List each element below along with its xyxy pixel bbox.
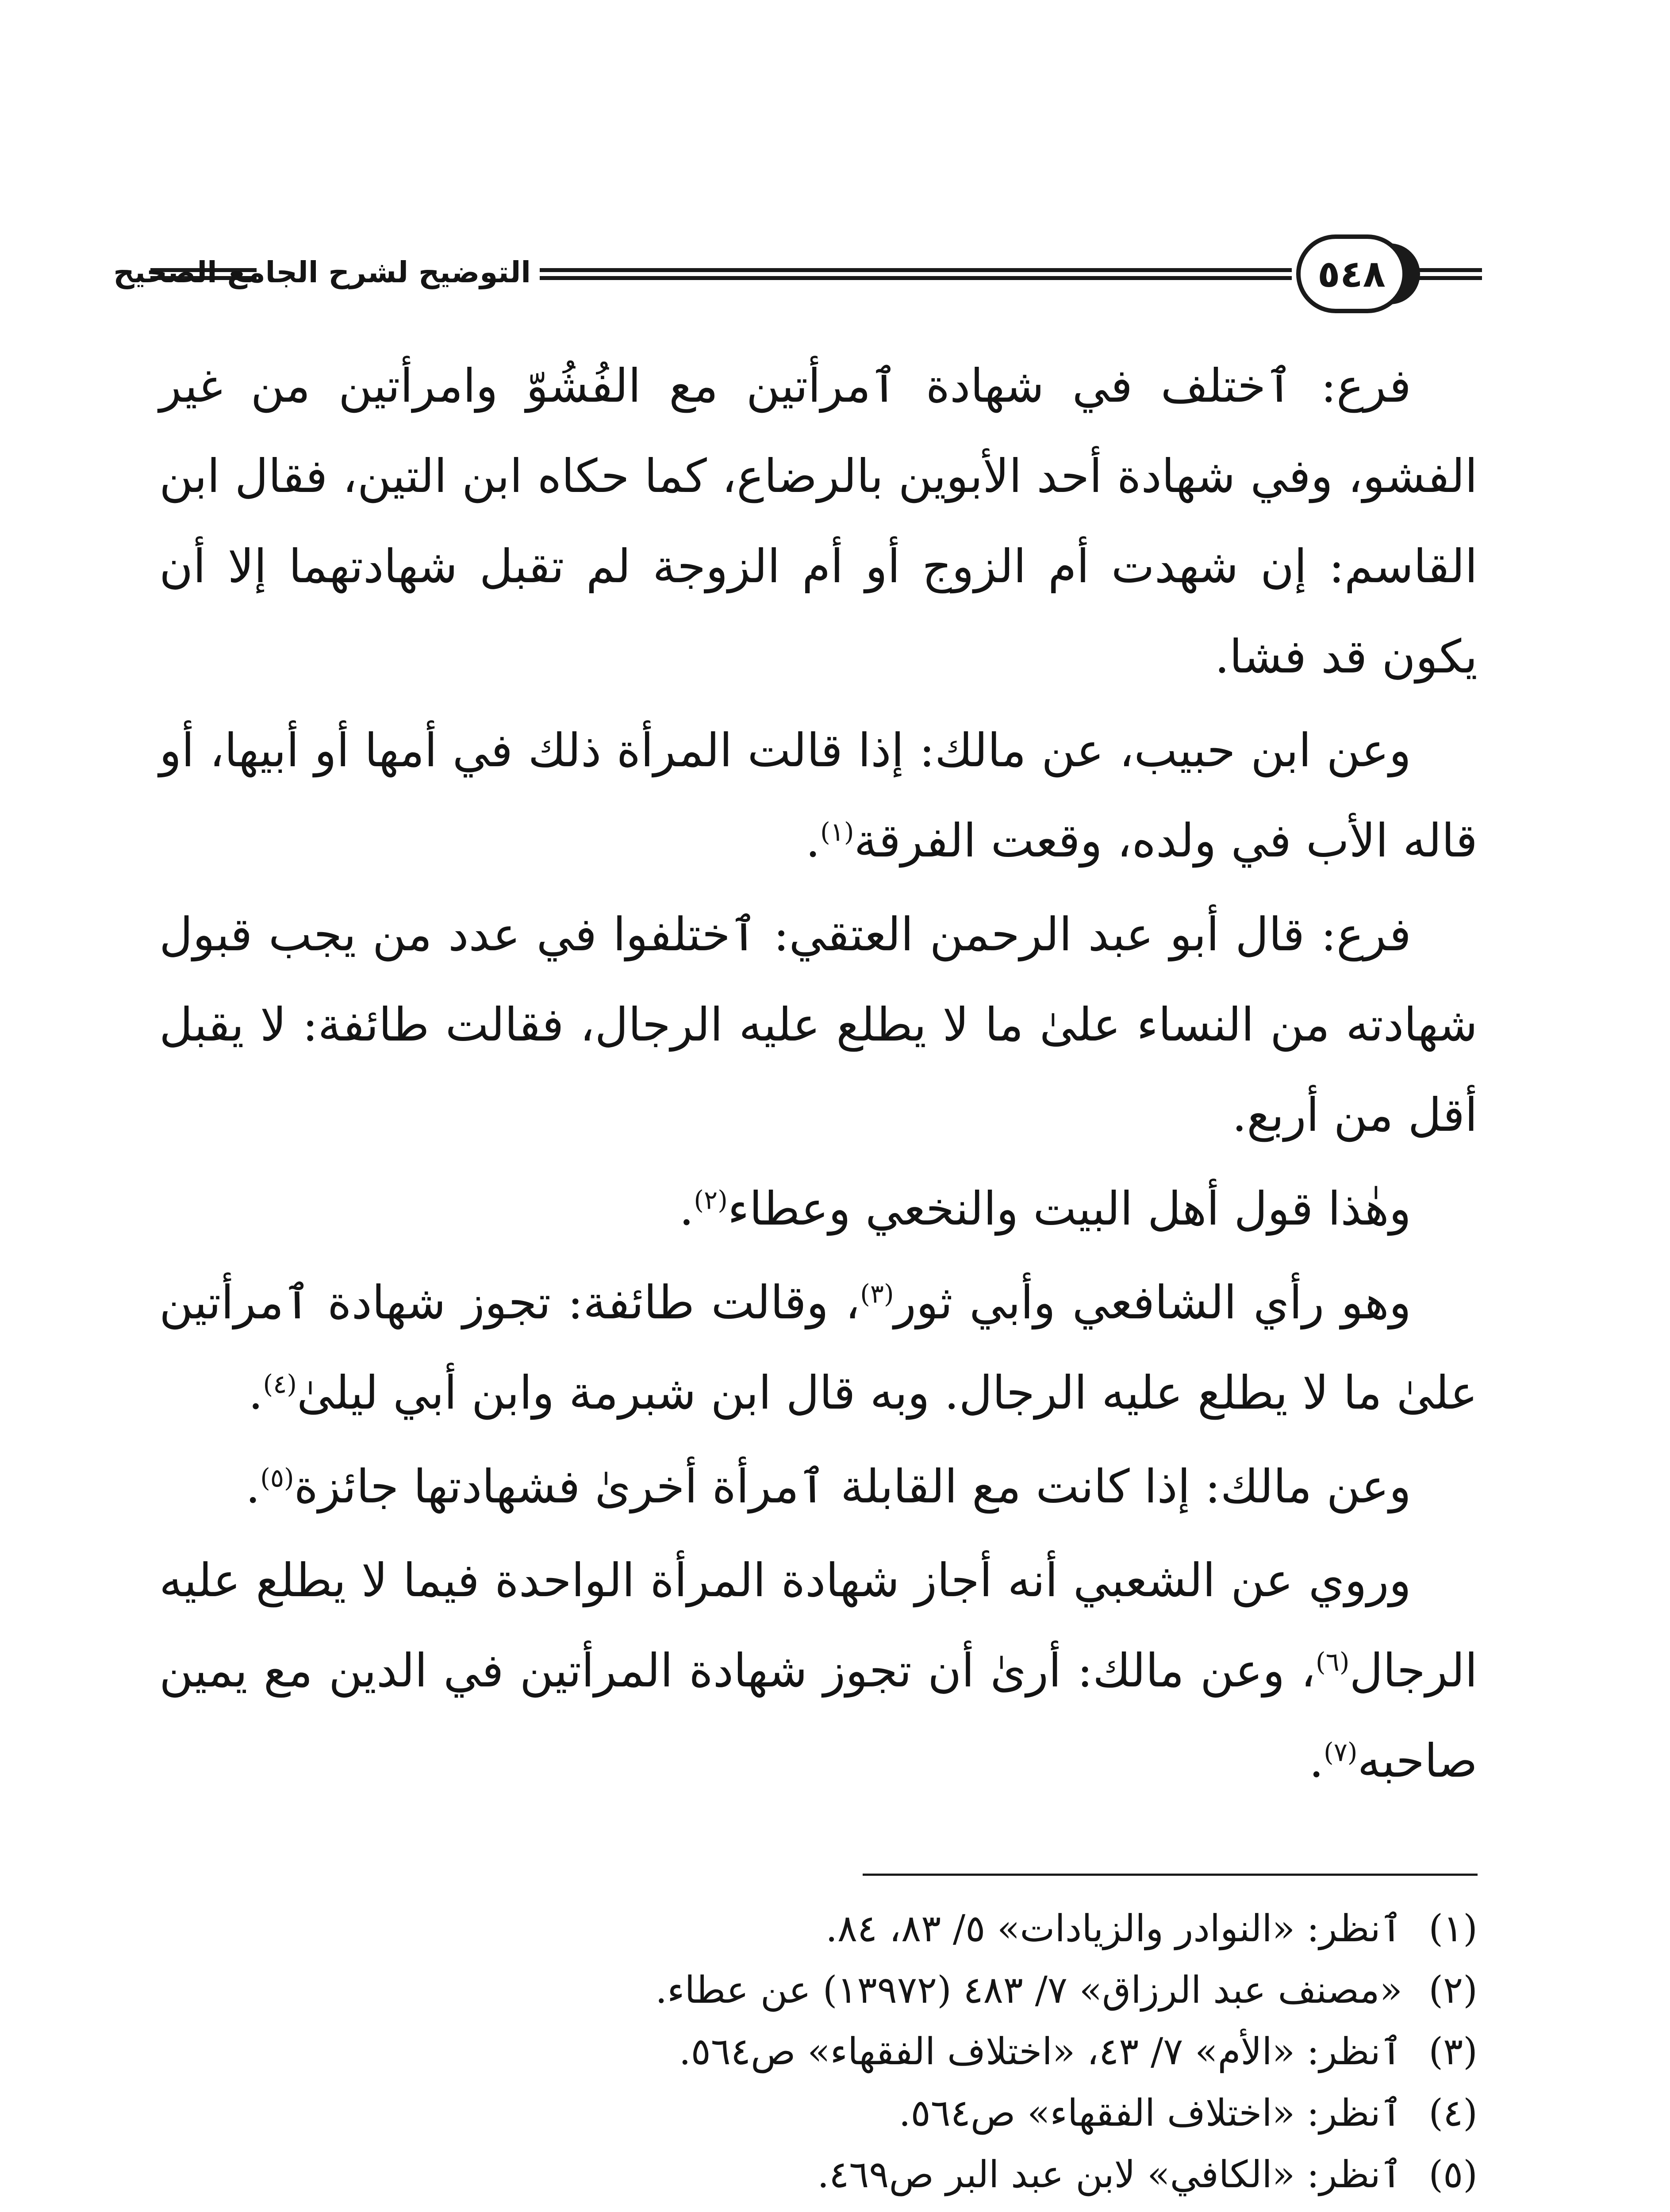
footnote-number (1402, 2205, 1478, 2212)
footnote-number: (٥) (1428, 2153, 1478, 2196)
paragraph-5 (159, 1257, 1478, 1438)
footnote-ref-1[interactable]: (١) (820, 817, 854, 847)
footnote-text (221, 2205, 1402, 2212)
paragraph-text: فرع: قال أبو عبد الرحمن العتقي: ٱختلفوا في عدد من يجب قبول شهادته من النساء علىٰ ما لا يطلع عليه الرجال، فقالت طائفة: لا يقبل أقل من أربع. (159, 907, 1478, 1142)
paragraph-tail: . (1309, 1734, 1324, 1788)
footnote-number: (٤) (1428, 2091, 1478, 2135)
paragraph-text: وهٰذا قول أهل البيت والنخعي وعطاء (727, 1182, 1411, 1236)
paragraph-tail: . (679, 1182, 694, 1236)
footnote-ref-2[interactable]: (٢) (694, 1185, 728, 1215)
footnote-5 (221, 2144, 1478, 2205)
paragraph-text: وعن مالك: إذا كانت مع القابلة ٱمرأة أخرىٰ فشهادتها جائزة (294, 1459, 1411, 1513)
paragraph-text: وهو رأي الشافعي وأبي ثور (894, 1275, 1411, 1329)
paragraph-tail: . (246, 1459, 261, 1513)
paragraph-3 (159, 889, 1478, 1160)
paragraph-1 (159, 341, 1478, 702)
paragraph-4 (159, 1164, 1478, 1254)
footnote-1 (221, 1898, 1478, 1959)
footnote-text: ٱنظر: «الأم» ٧/ ٤٣، «اختلاف الفقهاء» ص٥٦٤. (679, 2030, 1402, 2073)
footnote-number: (٢) (1428, 1968, 1478, 2012)
footnote-ref-3[interactable]: (٣) (860, 1279, 894, 1309)
footnote-ref-4[interactable]: (٤) (263, 1369, 297, 1399)
footnote-ref-6[interactable]: (٦) (1316, 1647, 1350, 1677)
footnotes (221, 1898, 1478, 2212)
footnote-text: «مصنف عبد الرزاق» ٧/ ٤٨٣ (١٣٩٧٢) عن عطاء. (655, 1968, 1402, 2012)
footnote-ref-5[interactable]: (٥) (260, 1463, 294, 1493)
running-header (113, 230, 1482, 319)
footnote-ref-7[interactable]: (٧) (1324, 1737, 1358, 1767)
main-text (159, 341, 1478, 1809)
footnote-text: ٱنظر: «النوادر والزيادات» ٥/ ٨٣، ٨٤. (825, 1907, 1402, 1950)
footnote-2 (221, 1959, 1478, 2021)
footnote-text: ٱنظر: «الكافي» لابن عبد البر ص٤٦٩. (817, 2153, 1402, 2196)
paragraph-tail: . (248, 1366, 263, 1420)
paragraph-tail: . (806, 814, 821, 868)
footnote-3 (221, 2021, 1478, 2082)
footnote-separator (863, 1874, 1478, 1876)
footnote-number: (١) (1428, 1907, 1478, 1950)
paragraph-text-continued: ، وقالت طائفة: تجوز شهادة ٱمرأتين علىٰ ما لا يطلع عليه الرجال. وبه قال ابن شبرمة وابن أبي ليلىٰ (159, 1275, 1478, 1420)
footnote-6 (221, 2205, 1478, 2212)
paragraph-2 (159, 705, 1478, 886)
paragraph-text: وعن ابن حبيب، عن مالك: إذا قالت المرأة ذلك في أمها أو أبيها، أو قاله الأب في ولده، وقعت الفرقة (159, 723, 1478, 868)
paragraph-text: فرع: ٱختلف في شهادة ٱمرأتين مع الفُشُوّ وامرأتين من غير الفشو، وفي شهادة أحد الأبوين بالرضاع، كما حكاه ابن التين، فقال ابن القاسم: إن شهدت أم الزوج أو أم الزوجة لم تقبل شهادتهما إلا أن يكون قد فشا. (159, 359, 1478, 684)
paragraph-text-continued: ، وعن مالك: أرىٰ أن تجوز شهادة المرأتين في الدين مع يمين صاحبه (159, 1644, 1478, 1788)
header-rule-middle (540, 268, 1292, 280)
paragraph-6 (159, 1441, 1478, 1532)
paragraph-text: وروي عن الشعبي أنه أجاز شهادة المرأة الواحدة فيما لا يطلع عليه الرجال (159, 1553, 1478, 1697)
footnote-4 (221, 2082, 1478, 2144)
paragraph-7 (159, 1535, 1478, 1806)
page-number: ٥٤٨ (1296, 234, 1407, 313)
footnote-text: ٱنظر: «اختلاف الفقهاء» ص٥٦٤. (898, 2091, 1402, 2135)
footnote-number: (٣) (1428, 2030, 1478, 2073)
book-title: التوضيح لشرح الجامع الصحيح (113, 255, 531, 289)
